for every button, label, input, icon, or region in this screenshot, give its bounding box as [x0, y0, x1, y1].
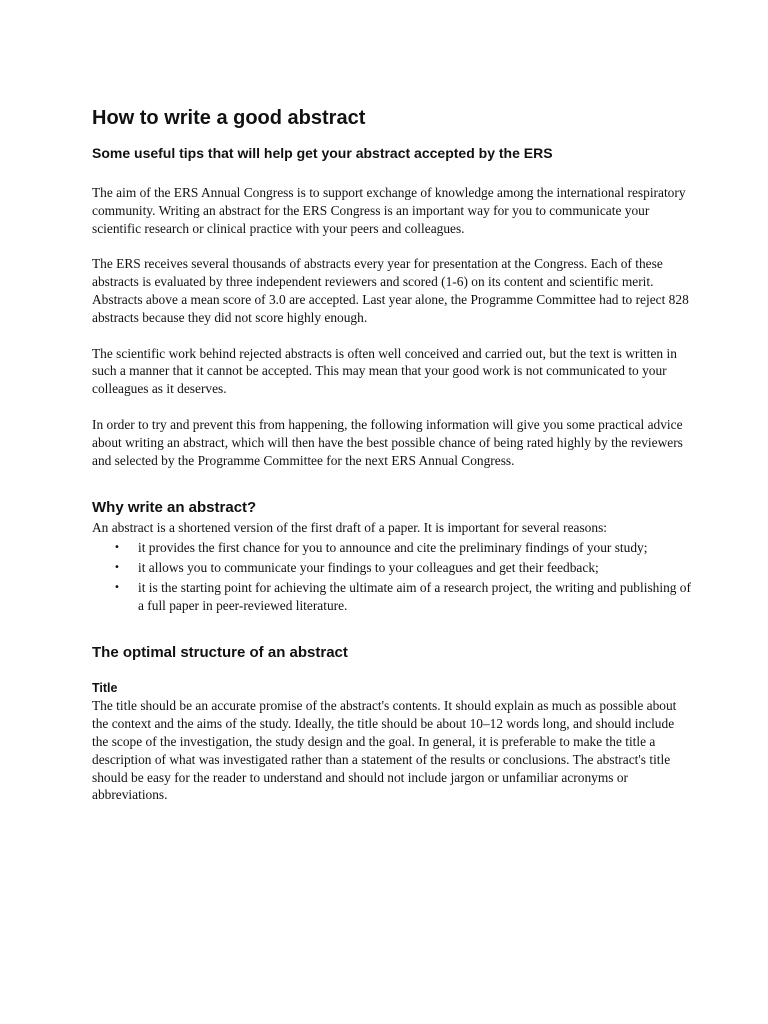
page-title: How to write a good abstract	[92, 107, 366, 129]
section-heading-why: Why write an abstract?	[92, 499, 257, 517]
document-page	[92, 104, 692, 804]
why-intro-paragraph: An abstract is a shortened version of the first draft of a paper. It is important for several reasons:	[92, 520, 608, 536]
bullet-icon: •	[114, 561, 120, 573]
list-item-text: it provides the first chance for you to announce and cite the preliminary findings of your study;	[138, 540, 648, 556]
subheading-title: Title	[92, 681, 118, 696]
list-item-text: it allows you to communicate your findings to your colleagues and get their feedback;	[138, 559, 599, 575]
title-paragraph: The title should be an accurate promise of the abstract's contents. It should explain as much as possible about the context and the aims of the study. Ideally, the title should be about 10–12 words long, and should include the scope of the investigation, the study design and the goal. In general, it is preferable to make the title a description of what was investigated rather than a statement of the results or conclusions. The abstract's title should be easy for the reader to understand and should not include jargon or unfamiliar acronyms or abbreviations.	[92, 698, 677, 803]
list-item-text: it is the starting point for achieving the ultimate aim of a research project, the writing and publishing of a full paper in peer-reviewed literature.	[138, 579, 691, 613]
list-item	[114, 579, 692, 615]
list-item	[114, 539, 692, 557]
intro-paragraph: The scientific work behind rejected abstracts is often well conceived and carried out, but the text is written in such a manner that it cannot be accepted. This may mean that your good work is not communicated to your colleagues as it deserves.	[92, 345, 677, 397]
intro-paragraph: In order to try and prevent this from happening, the following information will give you some practical advice about writing an abstract, which will then have the best possible chance of being rated highly by the reviewers and selected by the Programme Committee for the next ERS Annual Congress.	[92, 416, 683, 468]
list-item	[114, 559, 692, 577]
reasons-list	[92, 539, 692, 614]
intro-paragraph: The aim of the ERS Annual Congress is to support exchange of knowledge among the international respiratory community. Writing an abstract for the ERS Congress is an important way for you to communicate your scientific research or clinical practice with your peers and colleagues.	[92, 185, 686, 236]
bullet-icon: •	[114, 581, 120, 593]
intro-paragraph: The ERS receives several thousands of abstracts every year for presentation at the Congress. Each of these abstracts is evaluated by three independent reviewers and scored (1-6) on its content and scientific merit. Abstracts above a mean score of 3.0 are accepted. Last year alone, the Programme Committee had to reject 828 abstracts because they did not score highly enough.	[92, 256, 689, 325]
bullet-icon: •	[114, 542, 120, 554]
page-subtitle: Some useful tips that will help get your abstract accepted by the ERS	[92, 145, 553, 161]
section-heading-structure: The optimal structure of an abstract	[92, 644, 348, 662]
